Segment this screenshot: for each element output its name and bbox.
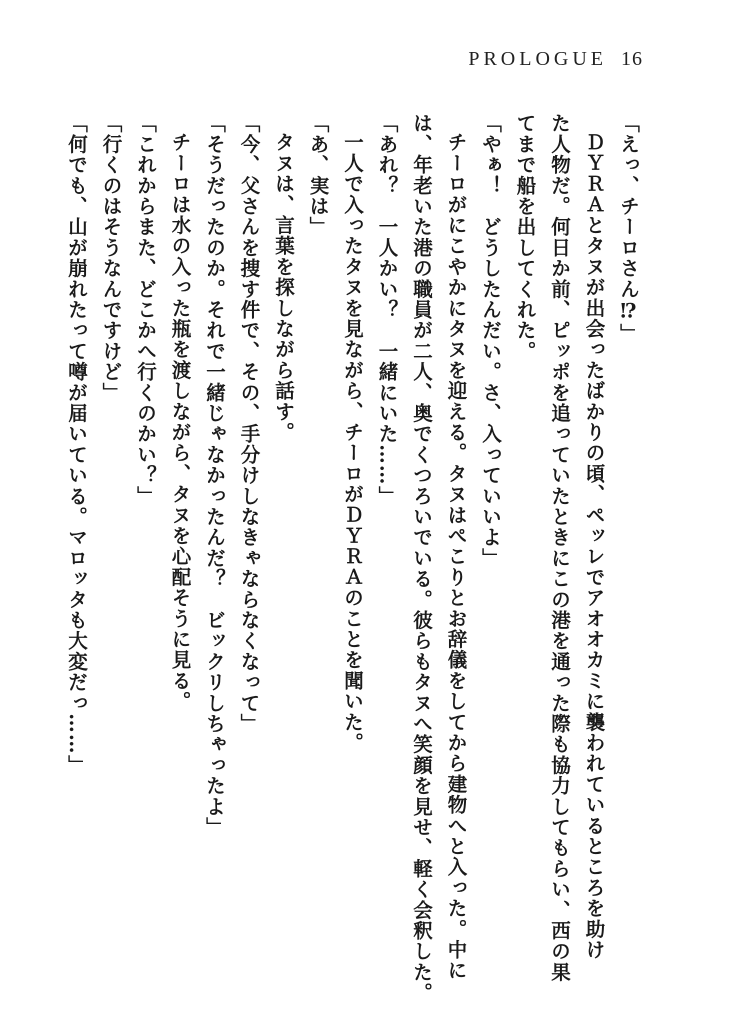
page-number: 16 — [621, 48, 643, 70]
text-line: た人物だ。何日か前、ピッポを追っていたときにこの港を通った際も協力してもらい、西の果 — [548, 113, 571, 983]
text-line: は、年老いた港の職員が二人、奥でくつろいでいる。彼らもタヌへ笑顔を見せ、軽く会釈した。 — [410, 113, 433, 1004]
text-line: 「何でも、山が崩れたって噂が届いている。マロッタも大変だっ……」 — [65, 113, 88, 776]
chapter-title: PROLOGUE — [468, 48, 607, 70]
text-line: 「これからまた、どこかへ行くのかい？」 — [134, 113, 157, 507]
text-line: 「今、父さんを捜す件で、その、手分けしなきゃならなくなって」 — [237, 113, 261, 734]
text-line: 「あ、実は」 — [306, 113, 330, 238]
text-line: てまで船を出してくれた。 — [513, 113, 537, 362]
text-line: 「そうだったのか。それで一緒じゃなかったんだ？ ビックリしちゃったよ」 — [203, 113, 226, 838]
text-line: 「やぁ！ どうしたんだい。さ、入っていいよ」 — [479, 113, 502, 569]
text-line: 「えっ、チーロさん⁉」 — [617, 113, 640, 345]
text-line: タヌは、言葉を探しながら話す。 — [272, 132, 295, 443]
running-header — [468, 48, 643, 71]
text-line: チーロがにこやかにタヌを迎える。タヌはぺこりとお辞儀をしてから建物へと入った。中に — [444, 132, 468, 981]
text-line: ＤＹＲＡとタヌが出会ったばかりの頃、ペッレでアオオカミに襲われているところを助け — [582, 132, 606, 960]
text-line: 「あれ？ 一人かい？ 一緒にいた……」 — [375, 113, 399, 507]
text-line: チーロは水の入った瓶を渡しながら、タヌを心配そうに見る。 — [168, 132, 192, 712]
text-line: 一人で入ったタヌを見ながら、チーロがＤＹＲＡのことを聞いた。 — [341, 132, 364, 753]
vertical-text-body — [59, 113, 646, 1004]
text-line: 「行くのはそうなんですけど」 — [99, 113, 123, 403]
